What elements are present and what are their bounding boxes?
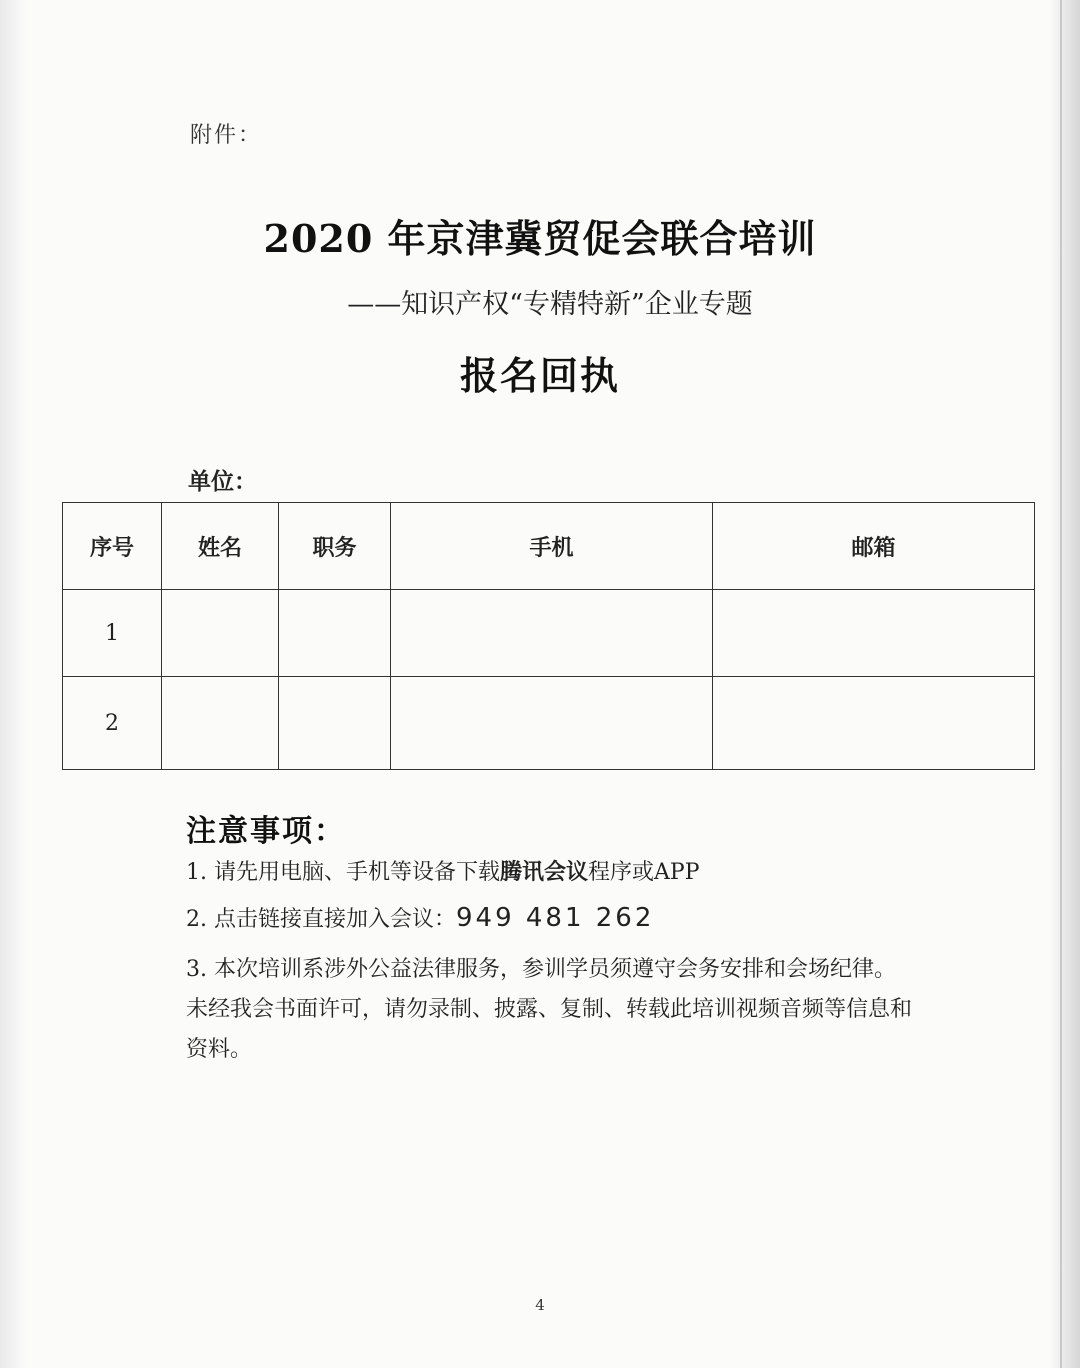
- mobile-cell: [391, 677, 713, 770]
- page-right-edge: [1050, 0, 1080, 1368]
- name-cell: [162, 590, 279, 677]
- position-cell: [279, 677, 391, 770]
- unit-label: 单位：: [188, 468, 257, 495]
- table-row: [63, 677, 1035, 770]
- document-subtitle: ——知识产权“专精特新”企业专题: [347, 289, 753, 320]
- document-title: 2020 年京津冀贸促会联合培训: [263, 216, 817, 261]
- attachment-label: 附件：: [190, 123, 263, 148]
- note-item-3: 3. 本次培训系涉外公益法律服务，参训学员须遵守会务安排和会场纪律。未经我会书面许可，请勿录制、披露、复制、转载此培训视频音频等信息和资料。: [186, 957, 913, 1062]
- row-serial-cell: 2: [63, 677, 162, 770]
- table-header-row: [63, 503, 1035, 590]
- note-item-1-app-name: 腾讯会议: [499, 859, 588, 885]
- name-cell: [162, 677, 279, 770]
- note-item-1-prefix: 1. 请先用电脑、手机等设备下载: [186, 860, 500, 885]
- page-right-edge-line: [1060, 0, 1062, 1368]
- row-serial-cell: 1: [63, 590, 162, 677]
- note-item-1-suffix: 程序或APP: [588, 860, 700, 885]
- header-mobile: 手机: [391, 503, 713, 590]
- notes-title: 注意事项：: [186, 814, 346, 849]
- email-cell: [713, 677, 1035, 770]
- header-serial-number: 序号: [63, 503, 162, 590]
- table-row: [63, 590, 1035, 677]
- mobile-cell: [391, 590, 713, 677]
- page-left-edge: [0, 0, 26, 1368]
- note-item-1: [186, 852, 700, 893]
- receipt-title: 报名回执: [459, 353, 620, 398]
- header-name: 姓名: [162, 503, 279, 590]
- meeting-id: 949 481 262: [455, 903, 655, 933]
- note-item-2: [186, 898, 654, 940]
- registration-table: [62, 502, 1035, 770]
- position-cell: [279, 590, 391, 677]
- header-email: 邮箱: [713, 503, 1035, 590]
- header-position: 职务: [279, 503, 391, 590]
- note-item-2-prefix: 2. 点击链接直接加入会议：: [186, 907, 456, 932]
- page-number: 4: [535, 1296, 545, 1314]
- email-cell: [713, 590, 1035, 677]
